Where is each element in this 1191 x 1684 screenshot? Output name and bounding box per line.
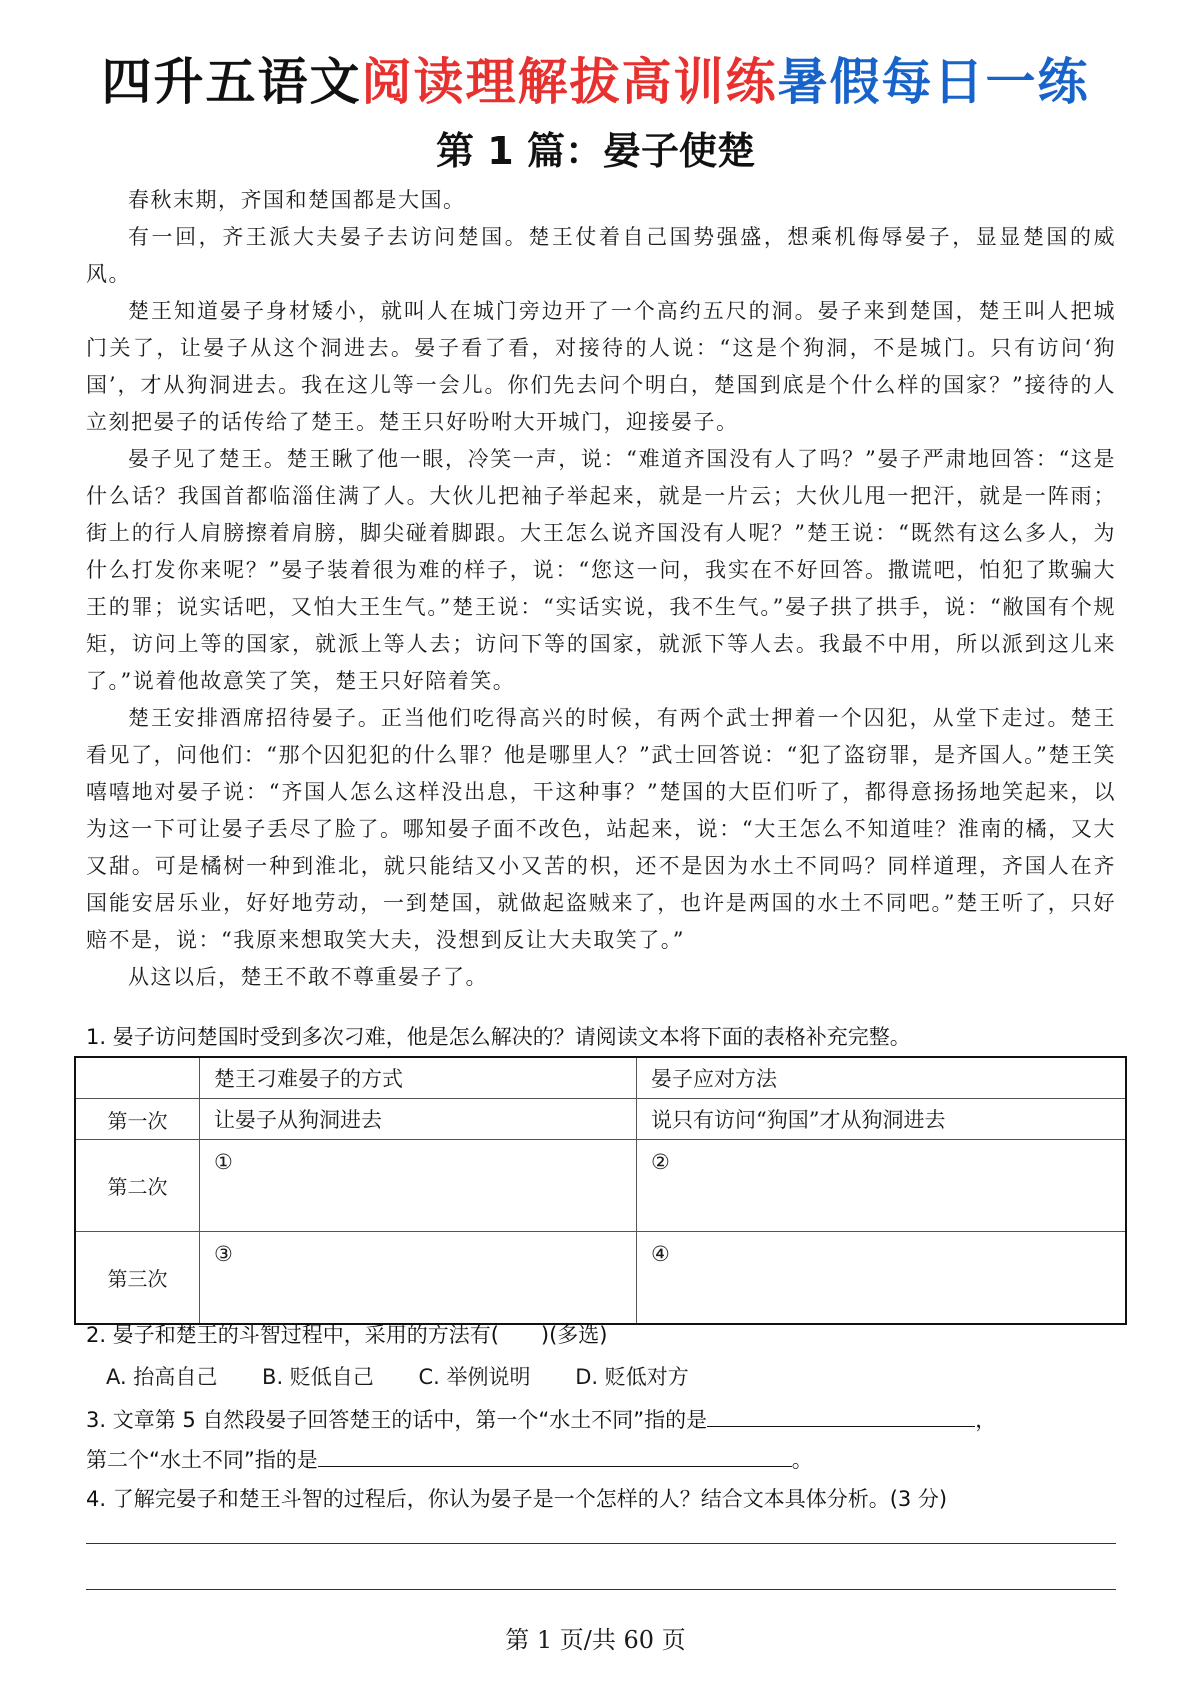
question-3-continued [86,1444,813,1475]
question-2: 2. 晏子和楚王的斗智过程中，采用的方法有( )(多选) [86,1323,608,1347]
option-a[interactable]: A. 抬高自己 [106,1365,218,1389]
title-part-3: 暑假每日一练 [777,53,1090,111]
paragraph: 从这以后，楚王不敢不尊重晏子了。 [128,965,488,989]
paragraph: 晏子见了楚王。楚王瞅了他一眼，冷笑一声，说：“难道齐国没有人了吗？”晏子严肃地回答：“这是什么话？我国首都临淄住满了人。大伙儿把袖子举起来，就是一片云；大伙儿甩一把汗，就是一阵雨；街上的行人肩膀擦着肩膀，脚尖碰着脚跟。大王怎么说齐国没有人呢？”楚王说：“既然有这么多人，为什么打发你来呢？”晏子装着很为难的样子，说：“您这一问，我实在不好回答。撒谎吧，怕犯了欺骗大王的罪；说实话吧，又怕大王生气。”楚王说：“实话实说，我不生气。”晏子拱了拱手，说：“敝国有个规矩，访问上等的国家，就派上等人去；访问下等的国家，就派下等人去。我最不中用，所以派到这儿来了。”说着他故意笑了笑，楚王只好陪着笑。 [86,447,1116,693]
title-part-1: 四升五语文 [101,53,362,111]
paragraph: 春秋末期，齐国和楚国都是大国。 [128,188,466,212]
answer-blank-2[interactable] [318,1444,792,1467]
option-c[interactable]: C. 举例说明 [418,1365,531,1389]
table-row [75,1140,1126,1232]
answer-cell-4[interactable]: ④ [637,1232,1127,1325]
answer-cell-1[interactable]: ① [200,1140,637,1232]
article-heading: 第 1 篇：晏子使楚 [436,129,755,173]
table-cell: 让晏子从狗洞进去 [200,1099,637,1140]
table-header-cell: 楚王刁难晏子的方式 [200,1057,637,1099]
table-header-cell: 晏子应对方法 [637,1057,1127,1099]
table-cell: 说只有访问“狗国”才从狗洞进去 [637,1099,1127,1140]
row-label: 第二次 [75,1140,200,1232]
question-3-part-1: 3. 文章第 5 自然段晏子回答楚王的话中，第一个“水土不同”指的是 [86,1408,708,1432]
table-header-cell [75,1057,200,1099]
answer-line[interactable] [86,1543,1116,1544]
answer-cell-2[interactable]: ② [637,1140,1127,1232]
answer-table [74,1056,1127,1325]
paragraph: 有一回，齐王派大夫晏子去访问楚国。楚王仗着自己国势强盛，想乘机侮辱晏子，显显楚国的威风。 [86,225,1116,286]
option-b[interactable]: B. 贬低自己 [262,1365,374,1389]
answer-cell-3[interactable]: ③ [200,1232,637,1325]
table-row [75,1232,1126,1325]
paragraph: 楚王安排酒席招待晏子。正当他们吃得高兴的时候，有两个武士押着一个囚犯，从堂下走过。楚王看见了，问他们：“那个囚犯犯的什么罪？他是哪里人？”武士回答说：“犯了盗窃罪，是齐国人。”楚王笑嘻嘻地对晏子说：“齐国人怎么这样没出息，干这种事？”楚国的大臣们听了，都得意扬扬地笑起来，以为这一下可让晏子丢尽了脸了。哪知晏子面不改色，站起来，说：“大王怎么不知道哇？淮南的橘，又大又甜。可是橘树一种到淮北，就只能结又小又苦的枳，还不是因为水土不同吗？同样道理，齐国人在齐国能安居乐业，好好地劳动，一到楚国，就做起盗贼来了，也许是两国的水土不同吧。”楚王听了，只好赔不是，说：“我原来想取笑大夫，没想到反让大夫取笑了。” [86,706,1116,952]
comma: ， [975,1408,997,1432]
question-1: 1. 晏子访问楚国时受到多次刁难，他是怎么解决的？请阅读文本将下面的表格补充完整。 [86,1025,911,1049]
article-body [86,182,1116,996]
page-title [0,52,1191,112]
table-header-row [75,1057,1126,1099]
row-label: 第三次 [75,1232,200,1325]
question-2-options [106,1362,727,1392]
answer-blank-1[interactable] [707,1404,975,1427]
title-part-2: 阅读理解拔高训练 [361,53,778,111]
row-label: 第一次 [75,1099,200,1140]
question-3-part-2: 第二个“水土不同”指的是 [86,1448,318,1472]
question-4: 4. 了解完晏子和楚王斗智的过程后，你认为晏子是一个怎样的人？结合文本具体分析。(3 分) [86,1487,948,1511]
page-number: 第 1 页/共 60 页 [505,1626,686,1654]
question-3 [86,1404,1126,1435]
period: 。 [791,1448,813,1472]
answer-line[interactable] [86,1589,1116,1590]
table-row [75,1099,1126,1140]
paragraph: 楚王知道晏子身材矮小，就叫人在城门旁边开了一个高约五尺的洞。晏子来到楚国，楚王叫人把城门关了，让晏子从这个洞进去。晏子看了看，对接待的人说：“这是个狗洞，不是城门。只有访问‘狗国’，才从狗洞进去。我在这儿等一会儿。你们先去问个明白，楚国到底是个什么样的国家？”接待的人立刻把晏子的话传给了楚王。楚王只好吩咐大开城门，迎接晏子。 [86,299,1116,434]
option-d[interactable]: D. 贬低对方 [575,1365,689,1389]
